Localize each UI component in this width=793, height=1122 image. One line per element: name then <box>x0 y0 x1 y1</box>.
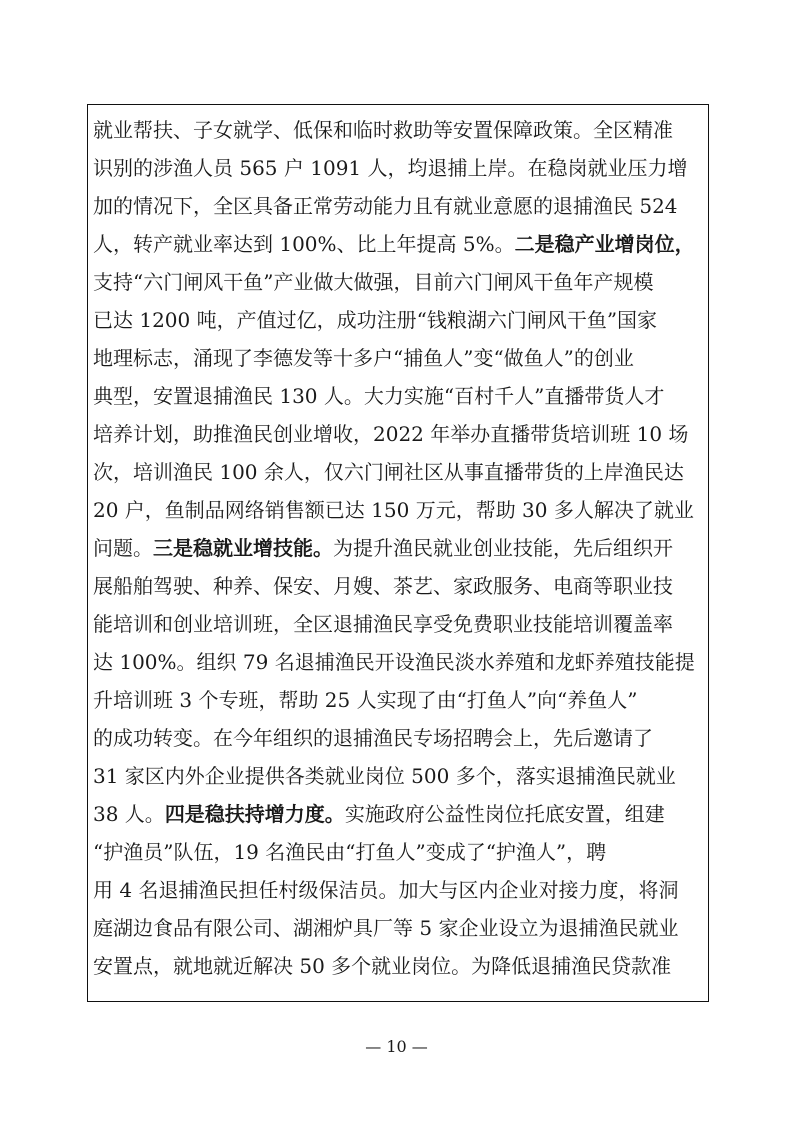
body-line: 能培训和创业培训班，全区退捕渔民享受免费职业技能培训覆盖率 <box>93 612 673 636</box>
body-line: 加的情况下，全区具备正常劳动能力且有就业意愿的退捕渔民 524 <box>93 194 678 218</box>
body-line: 支持“六门闸风干鱼”产业做大做强，目前六门闸风干鱼年产规模 <box>93 270 654 294</box>
body-line: 人，转产就业率达到 100%、比上年提高 5%。二是稳产业增岗位， <box>93 232 695 256</box>
body-line: 已达 1200 吨，产值过亿，成功注册“钱粮湖六门闸风干鱼”国家 <box>93 308 658 332</box>
body-line: 典型，安置退捕渔民 130 人。大力实施“百村千人”直播带货人才 <box>93 384 665 408</box>
body-line: 达 100%。组织 79 名退捕渔民开设渔民淡水养殖和龙虾养殖技能提 <box>93 650 695 674</box>
body-line: 的成功转变。在今年组织的退捕渔民专场招聘会上，先后邀请了 <box>93 726 653 750</box>
body-line: 培养计划，助推渔民创业增收，2022 年举办直播带货培训班 10 场 <box>93 422 689 446</box>
body-line: 识别的涉渔人员 565 户 1091 人，均退捕上岸。在稳岗就业压力增 <box>93 156 688 180</box>
body-line: 31 家区内外企业提供各类就业岗位 500 多个，落实退捕渔民就业 <box>93 764 676 788</box>
body-line: 就业帮扶、子女就学、低保和临时救助等安置保障政策。全区精准 <box>93 118 673 142</box>
body-line: 次，培训渔民 100 余人，仅六门闸社区从事直播带货的上岸渔民达 <box>93 460 684 484</box>
body-line: 38 人。四是稳扶持增力度。实施政府公益性岗位托底安置，组建 <box>93 802 665 826</box>
emphasis-heading: 二是稳产业增岗位， <box>514 232 695 256</box>
page-number: — 10 — <box>365 1037 428 1056</box>
body-line: 20 户，鱼制品网络销售额已达 150 万元，帮助 30 多人解决了就业 <box>93 498 694 522</box>
emphasis-heading: 四是稳扶持增力度。 <box>164 802 345 826</box>
body-line: 用 4 名退捕渔民担任村级保洁员。加大与区内企业对接力度，将洞 <box>93 878 679 902</box>
body-line: 地理标志，涌现了李德发等十多户“捕鱼人”变“做鱼人”的创业 <box>93 346 634 370</box>
body-line: 展船舶驾驶、种养、保安、月嫂、茶艺、家政服务、电商等职业技 <box>93 574 673 598</box>
body-line: 问题。三是稳就业增技能。为提升渔民就业创业技能，先后组织开 <box>93 536 673 560</box>
body-line: 庭湖边食品有限公司、湖湘炉具厂等 5 家企业设立为退捕渔民就业 <box>93 916 679 940</box>
body-line: 安置点，就地就近解决 50 多个就业岗位。为降低退捕渔民贷款准 <box>93 954 672 978</box>
body-line: “护渔员”队伍，19 名渔民由“打鱼人”变成了“护渔人”，聘 <box>93 840 607 864</box>
emphasis-heading: 三是稳就业增技能。 <box>153 536 333 560</box>
body-line: 升培训班 3 个专班，帮助 25 人实现了由“打鱼人”向“养鱼人” <box>93 688 638 712</box>
